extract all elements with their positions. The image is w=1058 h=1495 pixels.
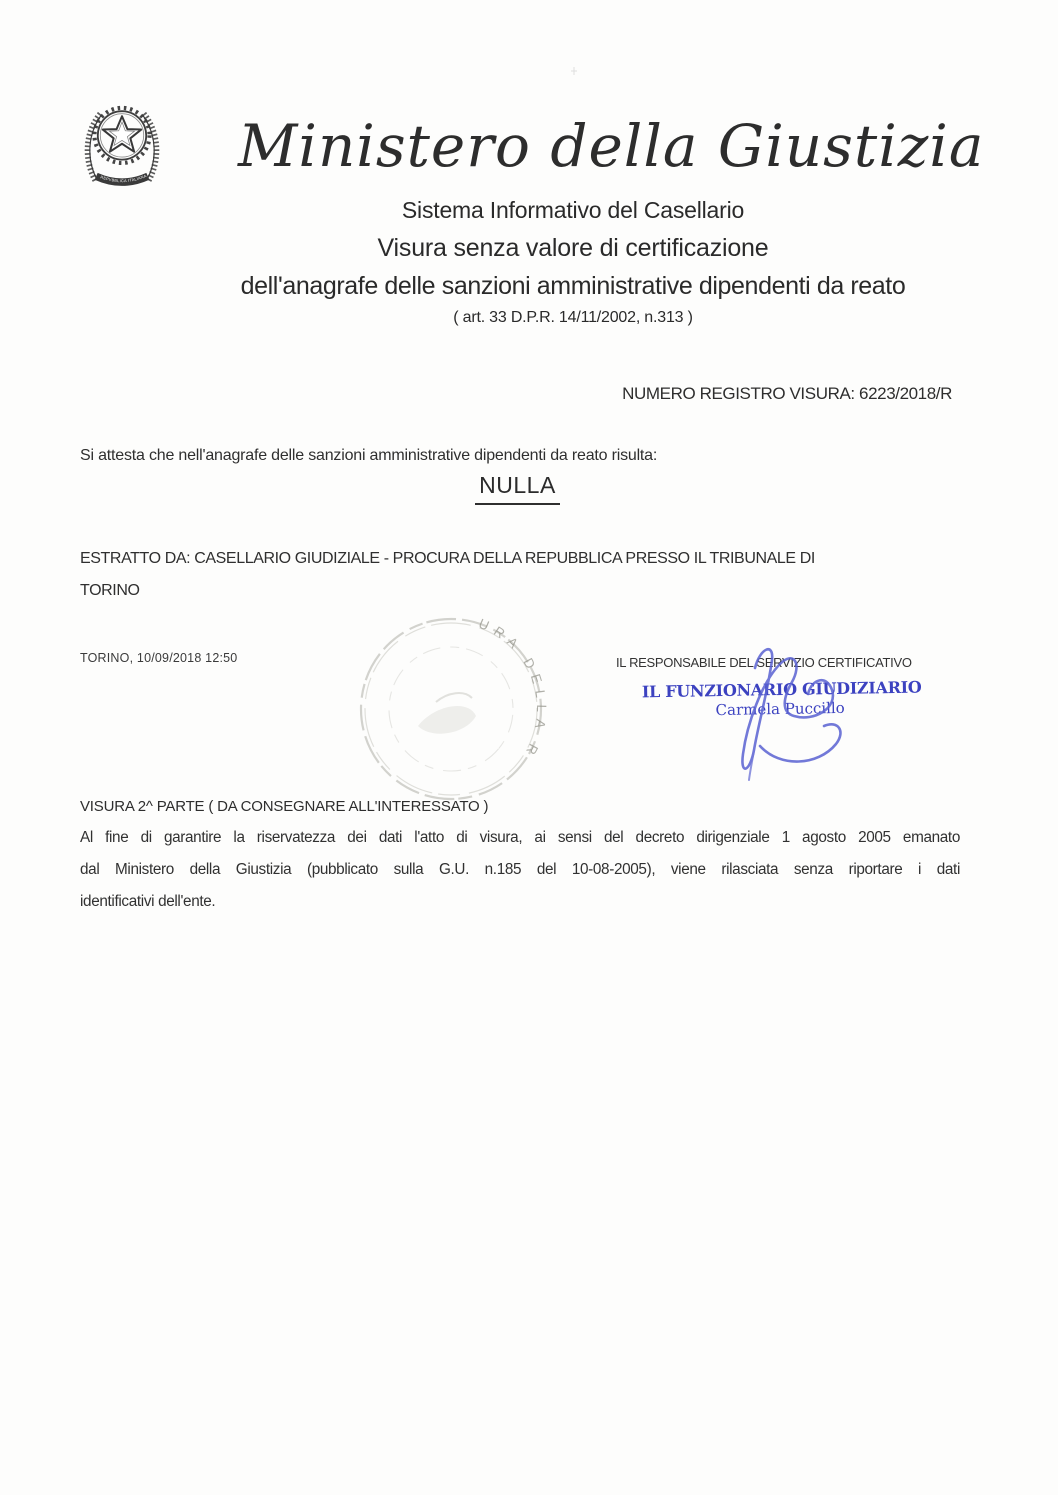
privacy-paragraph	[80, 822, 960, 918]
subtitle-article-reference: ( art. 33 D.P.R. 14/11/2002, n.313 )	[453, 309, 693, 326]
privacy-line-3: identificativi dell'ente.	[80, 893, 216, 910]
subtitle-visura: Visura senza valore di certificazione	[377, 234, 769, 262]
official-title: IL FUNZIONARIO GIUDIZIARIO	[641, 677, 922, 702]
svg-text:URA DELLA R	[476, 616, 549, 763]
official-name: Carmela Puccillo	[715, 698, 845, 720]
place-datetime: TORINO, 10/09/2018 12:50	[80, 651, 238, 665]
privacy-line-2: dal Ministero della Giustizia (pubblicato sulla G.U. n.185 del 10-08-2005), viene rilasciata senza riportare i dati	[80, 861, 960, 878]
round-ink-stamp-icon	[348, 606, 554, 812]
registry-number-line: NUMERO REGISTRO VISURA: 6223/2018/R	[622, 384, 952, 403]
extract-line-1: ESTRATTO DA: CASELLARIO GIUDIZIALE - PROCURA DELLA REPUBBLICA PRESSO IL TRIBUNALE DI	[80, 550, 815, 567]
svg-text:REPVBBLICA ITALIANA: REPVBBLICA ITALIANA	[99, 173, 148, 184]
attestation-line: Si attesta che nell'anagrafe delle sanzioni amministrative dipendenti da reato risulta:	[80, 447, 658, 464]
responsible-title: IL RESPONSABILE DEL SERVIZIO CERTIFICATIVO	[616, 655, 912, 670]
result-value: NULLA	[475, 472, 560, 505]
scan-artifact	[569, 66, 579, 76]
subtitle-registry: dell'anagrafe delle sanzioni amministrative dipendenti da reato	[240, 272, 906, 300]
italy-emblem-icon	[80, 97, 164, 193]
extract-line-2: TORINO	[80, 582, 140, 599]
extract-source	[80, 543, 960, 607]
visura-part-heading: VISURA 2^ PARTE ( DA CONSEGNARE ALL'INTERESSATO )	[80, 798, 489, 815]
subtitle-system: Sistema Informativo del Casellario	[401, 197, 745, 223]
privacy-line-1: Al fine di garantire la riservatezza dei dati l'atto di visura, ai sensi del decreto dirigenziale 1 agosto 2005 emanato	[80, 829, 960, 846]
round-stamp-arc-text: URA DELLA R	[476, 615, 550, 763]
signature-icon	[700, 638, 910, 788]
ministry-script-title: Ministero della Giustizia	[238, 112, 985, 180]
result-container	[80, 472, 955, 505]
